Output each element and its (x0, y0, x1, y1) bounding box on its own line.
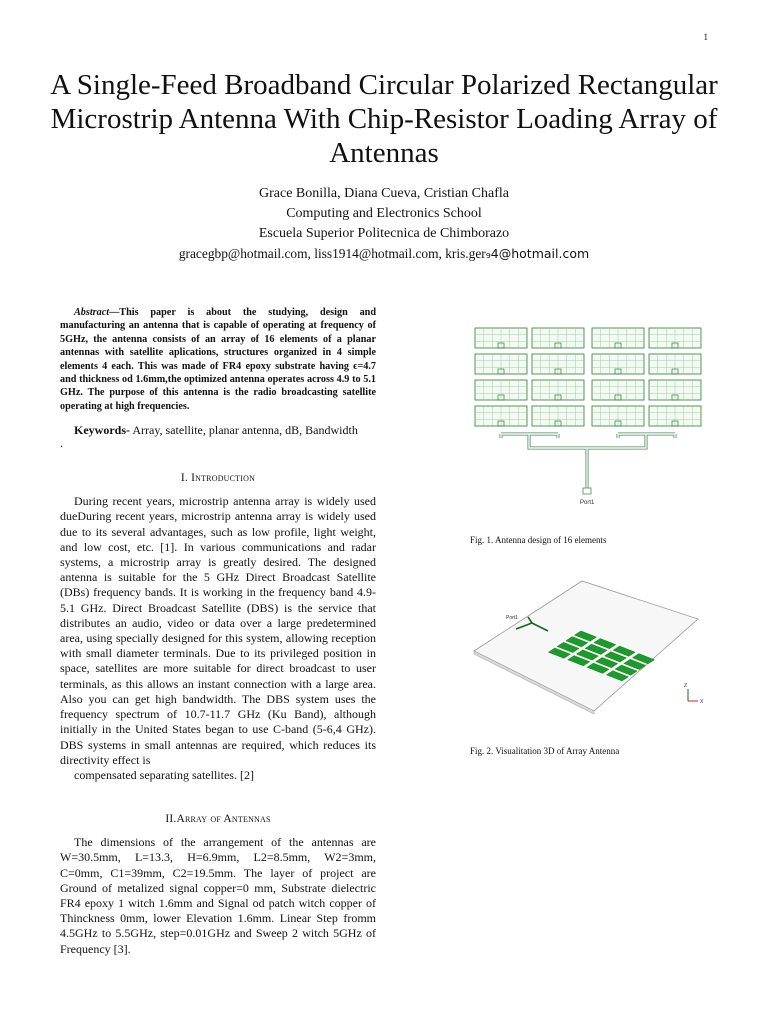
antenna-patch (592, 380, 644, 400)
author-block (40, 184, 728, 264)
substrate-plane (474, 581, 698, 711)
antenna-patch (649, 354, 701, 374)
antenna-patch (592, 328, 644, 348)
antenna-patch (532, 354, 584, 374)
antenna-patch (532, 380, 584, 400)
antenna-patch (649, 406, 701, 426)
antenna-patch (532, 406, 584, 426)
page-number: 1 (703, 32, 708, 42)
introduction-body (60, 494, 376, 783)
antenna-patch (475, 406, 527, 426)
keywords-text: Array, satellite, planar antenna, dB, Bandwidth (130, 423, 358, 438)
feed-port-stub (583, 488, 591, 494)
keywords (60, 423, 376, 438)
paper-title: A Single-Feed Broadband Circular Polarized Rectangular Microstrip Antenna With Chip-Resistor Loading Array of Antennas (50, 69, 718, 169)
figure-1-caption: Fig. 1. Antenna design of 16 elements (470, 535, 607, 545)
array-body: The dimensions of the arrangement of the antennas are W=30.5mm, L=13.3, H=6.9mm, L2=8.5mm, W2=3mm, C=0mm, C1=39mm, C2=19.5mm. The layer of project are Ground of metalized signal copper=0 mm, Substrate dielectric FR4 epoxy 1 witch 1.6mm and Signal od patch witch copper of Thinckness 0mm, lower Elevation 1.6mm. Linear Step fromm 4.5GHz to 5.5GHz, step=0.01GHz and Sweep 2 witch 5GHz of Frequency [3]. (60, 835, 376, 956)
figure-1-port-label: Port1 (580, 500, 595, 506)
section-heading-introduction: I. Introduction (180, 472, 256, 485)
antenna-patch (592, 406, 644, 426)
author-school: Computing and Electronics School (286, 206, 482, 221)
introduction-text: During recent years, microstrip antenna array is widely used dueDuring recent years, microstrip antenna array is widely used due to its several advantages, such as low profile, light weight, and low cost, etc. [1]. In various communications and radar systems, a microstrip array is greatly desired. The designed antenna is suitable for the 5 GHz Direct Broadcast Satellite (DBs) frequency bands. It is working in the frequency band 4.9-5.1 GHz. Direct Broadcast Satellite (DBS) is the service that distributes an audio, video or data over a large predetermined area, using specially designed for this system, allowing reception with small diameter terminals. Due to its privileged position in space, satellites are more suitable for direct broadcast to user terminals, as this allows an instant connection with a large area. Also you can get high bandwidth. The DBS system uses the frequency spectrum of 10.7-11.7 GHz (Ku Band), although initially in the United States began to use C-band (5-6,4 GHz). DBS systems in small antennas are required, which reduces its directivity effect is (60, 494, 376, 767)
antenna-patch (649, 380, 701, 400)
abstract-text: This paper is about the studying, design and manufacturing an antenna that is capable of operating at frequency of 5GHz, the antenna consists of an array of 16 elements of a planar antennas with satellite aplications, structures organized in 4 simple elements 4 each. This was made of FR4 epoxy substrate having ϵ=4.7 and thickness od 1.6mm,the optimized antenna operates across 4.9 to 5.1 GHz. The purpose of this antenna is the radio broadcasting satellite operating at high frequencies. (60, 307, 376, 412)
left-column (60, 306, 376, 957)
antenna-patch (649, 328, 701, 348)
right-column (470, 316, 710, 756)
author-names: Grace Bonilla, Diana Cueva, Cristian Chafla (259, 186, 509, 201)
figure-1-antenna-layout (470, 316, 710, 516)
introduction-last-line: compensated separating satellites. [2] (74, 767, 254, 782)
figure-2-3d-view (470, 573, 710, 723)
abstract (60, 306, 376, 413)
axis-x-label: X (700, 699, 704, 705)
antenna-patch (475, 328, 527, 348)
antenna-patch (475, 380, 527, 400)
antenna-patch (592, 354, 644, 374)
section-heading-array: II.Array of Antennas (165, 813, 271, 826)
author-emails-sans: ₉4@hotmail.com (485, 246, 590, 261)
figure-2-port-label: Port1 (506, 615, 518, 621)
keywords-label: Keywords- (74, 423, 130, 438)
keywords-trailing-dot: . (60, 436, 63, 451)
axis-z-label: Z (684, 683, 688, 689)
abstract-dash: — (109, 307, 120, 318)
figure-2-caption: Fig. 2. Visualitation 3D of Array Antenna (470, 746, 620, 756)
abstract-lead: Abstract (74, 307, 110, 318)
feed-line (529, 440, 646, 448)
antenna-patch (475, 354, 527, 374)
author-emails (40, 244, 728, 264)
author-emails-serif: gracegbp@hotmail.com, liss1914@hotmail.com, kris.ger (178, 246, 486, 261)
antenna-patch (532, 328, 584, 348)
author-institution: Escuela Superior Politecnica de Chimborazo (258, 226, 510, 241)
